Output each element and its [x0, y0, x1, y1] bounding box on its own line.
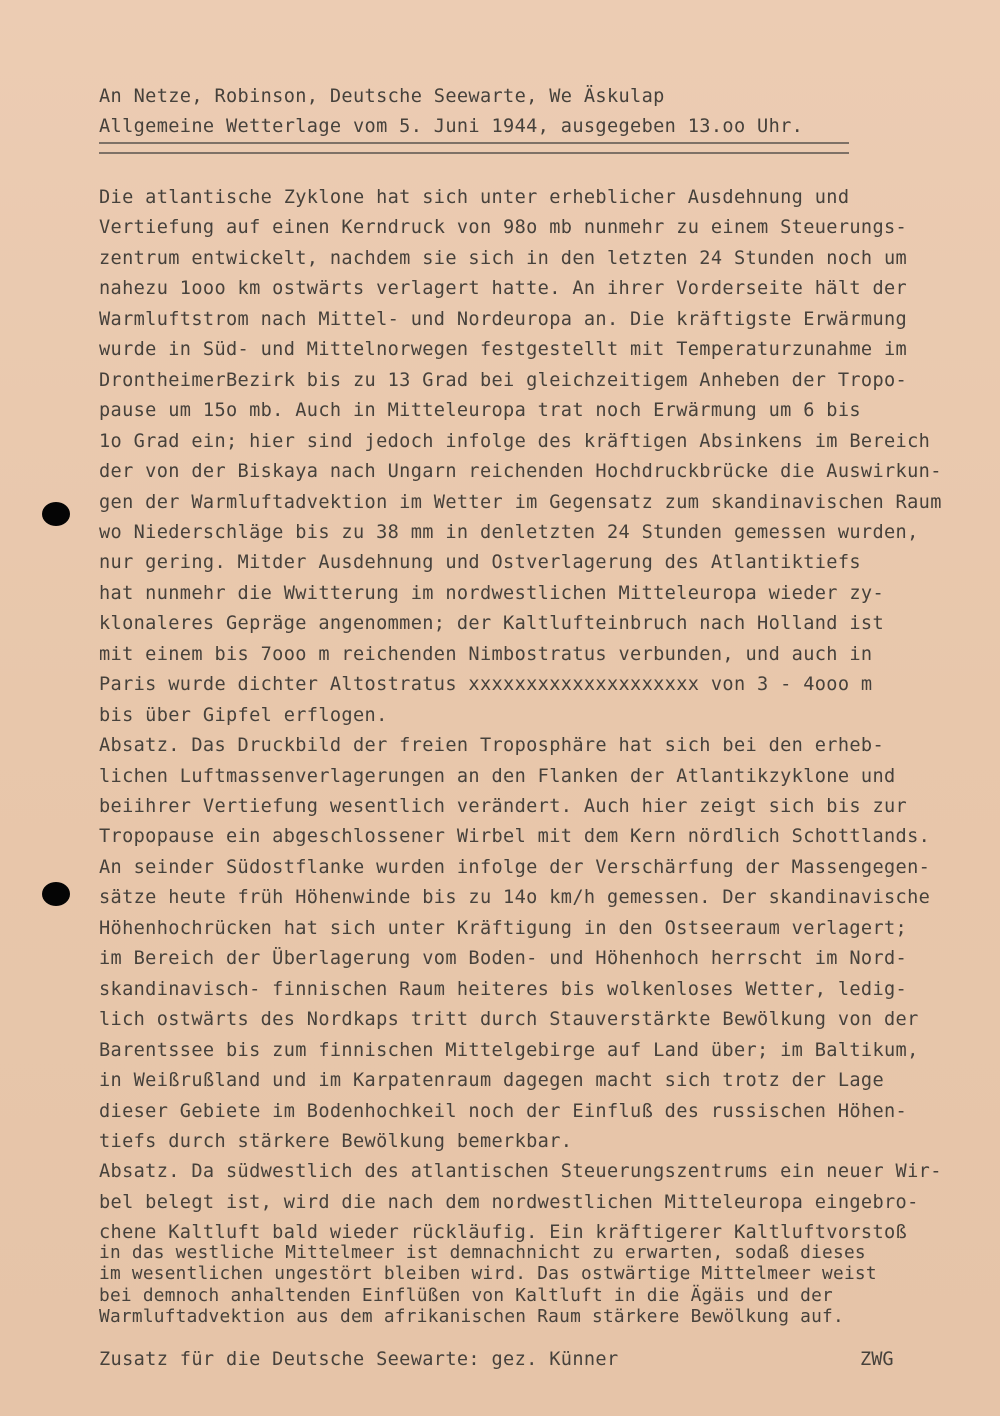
- text-line: mit einem bis 7ooo m reichenden Nimbostratus verbunden, und auch in: [99, 643, 873, 665]
- text-line: skandinavisch- finnischen Raum heiteres bis wolkenloses Wetter, ledig-: [99, 978, 908, 1000]
- text-line: chene Kaltluft bald wieder rückläufig. Ein kräftigerer Kaltluftvorstoß: [99, 1222, 908, 1244]
- text-line: beiihrer Vertiefung wesentlich verändert. Auch hier zeigt sich bis zur: [99, 796, 908, 817]
- text-line: dieser Gebiete im Bodenhochkeil noch der Einfluß des russischen Höhen-: [99, 1100, 908, 1122]
- text-line: hat nunmehr die Wwitterung im nordwestlichen Mitteleuropa wieder zy-: [99, 582, 885, 604]
- header-line-recipients: An Netze, Robinson, Deutsche Seewarte, We Äskulap: [99, 86, 665, 107]
- text-line: gen der Warmluftadvektion im Wetter im Gegensatz zum skandinavischen Raum: [99, 491, 942, 513]
- text-line: sätze heute früh Höhenwinde bis zu 14o km/h gemessen. Der skandinavische: [99, 887, 931, 909]
- text-line: Vertiefung auf einen Kerndruck von 98o mb nunmehr zu einem Steuerungs-: [99, 217, 908, 239]
- text-line: 1o Grad ein; hier sind jedoch infolge des kräftigen Absinkens im Bereich: [99, 430, 931, 452]
- text-line: Paris wurde dichter Altostratus xxxxxxxxxxxxxxxxxxxx von 3 - 4ooo m: [99, 674, 873, 696]
- header-line-title: Allgemeine Wetterlage vom 5. Juni 1944, ausgegeben 13.oo Uhr.: [99, 116, 804, 137]
- text-line: Barentssee bis zum finnischen Mittelgebirge auf Land über; im Baltikum,: [99, 1039, 919, 1061]
- double-rule: [99, 142, 849, 154]
- text-line: im wesentlichen ungestört bleiben wird. Das ostwärtige Mittelmeer weist: [99, 1263, 877, 1285]
- text-line: Warmluftadvektion aus dem afrikanischen Raum stärkere Bewölkung auf.: [99, 1305, 844, 1327]
- text-line: bel belegt ist, wird die nach dem nordwestlichen Mitteleuropa eingebro-: [99, 1191, 919, 1213]
- text-line: nahezu 1ooo km ostwärts verlagert hatte. An ihrer Vorderseite hält der: [99, 278, 908, 300]
- text-line: bei demnoch anhaltenden Einflüßen von Kaltluft in die Ägäis und der: [99, 1284, 833, 1306]
- text-line: zentrum entwickelt, nachdem sie sich in den letzten 24 Stunden noch um: [99, 247, 908, 269]
- text-line: im Bereich der Überlagerung vom Boden- und Höhenhoch herrscht im Nord-: [99, 948, 908, 970]
- footer-note: Zusatz für die Deutsche Seewarte: gez. Künner: [99, 1349, 619, 1370]
- text-line: lichen Luftmassenverlagerungen an den Flanken der Atlantikzyklone und: [99, 765, 896, 787]
- text-line: lich ostwärts des Nordkaps tritt durch Stauverstärkte Bewölkung von der: [99, 1009, 919, 1031]
- text-line: Höhenhochrücken hat sich unter Kräftigung in den Ostseeraum verlagert;: [99, 917, 908, 939]
- text-line: wo Niederschläge bis zu 38 mm in denletzten 24 Stunden gemessen wurden,: [99, 522, 919, 543]
- text-line: tiefs durch stärkere Bewölkung bemerkbar.: [99, 1130, 573, 1152]
- text-line: Warmluftstrom nach Mittel- und Nordeuropa an. Die kräftigste Erwärmung: [99, 308, 908, 330]
- text-line: bis über Gipfel erflogen.: [99, 704, 388, 726]
- text-line: klonaleres Gepräge angenommen; der Kaltlufteinbruch nach Holland ist: [99, 613, 885, 635]
- text-line: Absatz. Das Druckbild der freien Troposphäre hat sich bei den erheb-: [99, 735, 885, 757]
- text-line: DrontheimerBezirk bis zu 13 Grad bei gleichzeitigem Anheben der Tropo-: [99, 369, 908, 391]
- text-line: in Weißrußland und im Karpatenraum dagegen macht sich trotz der Lage: [99, 1070, 885, 1091]
- footer-initials: ZWG: [860, 1349, 894, 1370]
- text-line: Die atlantische Zyklone hat sich unter erheblicher Ausdehnung und: [99, 187, 850, 208]
- punch-hole-bottom: [42, 882, 70, 906]
- text-line: nur gering. Mitder Ausdehnung und Ostverlagerung des Atlantiktiefs: [99, 552, 861, 574]
- text-line: der von der Biskaya nach Ungarn reichenden Hochdruckbrücke die Auswirkun-: [99, 461, 942, 483]
- text-line: Tropopause ein abgeschlossener Wirbel mit dem Kern nördlich Schottlands.: [99, 826, 931, 848]
- text-line: pause um 15o mb. Auch in Mitteleuropa trat noch Erwärmung um 6 bis: [99, 400, 861, 422]
- text-line: An seinder Südostflanke wurden infolge der Verschärfung der Massengegen-: [99, 856, 931, 878]
- punch-hole-top: [42, 502, 70, 526]
- text-line: wurde in Süd- und Mittelnorwegen festgestellt mit Temperaturzunahme im: [99, 339, 908, 361]
- text-line: Absatz. Da südwestlich des atlantischen Steuerungszentrums ein neuer Wir-: [99, 1161, 942, 1183]
- text-line: in das westliche Mittelmeer ist demnachnicht zu erwarten, sodaß dieses: [99, 1242, 866, 1263]
